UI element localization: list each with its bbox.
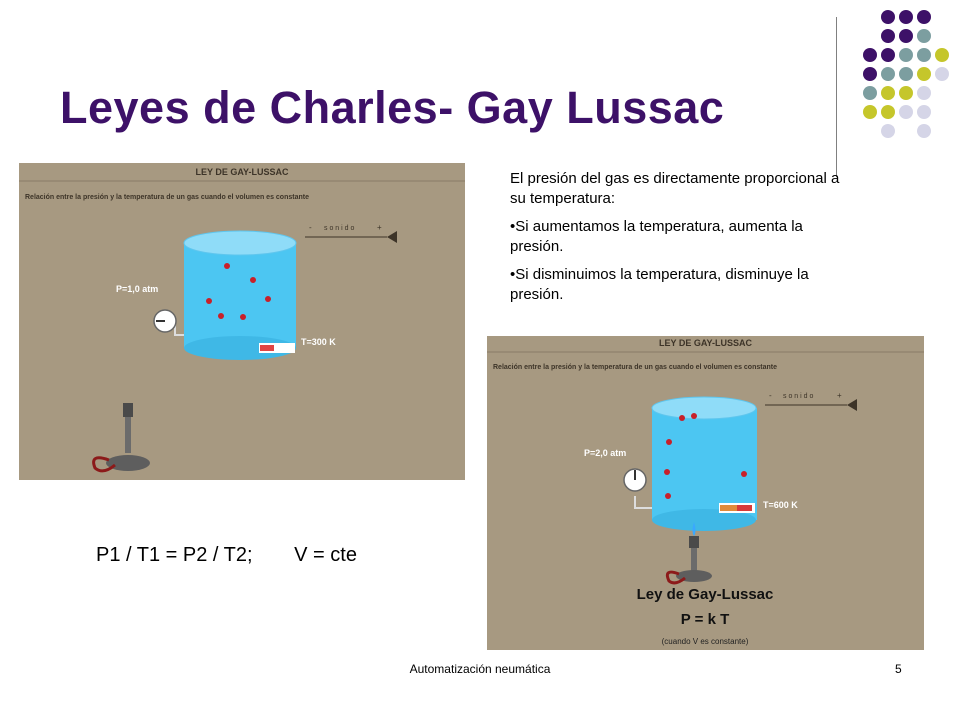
decorative-divider <box>836 17 837 177</box>
figure-subtitle: Relación entre la presión y la temperatura de un gas cuando el volumen es constante <box>25 194 309 201</box>
decorative-dot <box>881 67 895 81</box>
description-paragraph: El presión del gas es directamente proporcional a su temperatura: <box>510 170 840 207</box>
decorative-dot <box>917 10 931 24</box>
figure-heading: LEY DE GAY-LUSSAC <box>195 167 289 177</box>
decorative-dot <box>863 67 877 81</box>
gay-lussac-simulation-2 <box>487 336 924 650</box>
temperature-readout: T=300 K <box>301 337 336 347</box>
pressure-readout: P=1,0 atm <box>116 284 159 294</box>
figure-heading: LEY DE GAY-LUSSAC <box>658 338 753 348</box>
decorative-dot <box>863 48 877 62</box>
decorative-dot <box>917 48 931 62</box>
decorative-dot <box>917 29 931 43</box>
decorative-dot <box>917 124 931 138</box>
decorative-dot <box>899 67 913 81</box>
decorative-dot <box>917 86 931 100</box>
law-formula: P = k T <box>680 611 730 628</box>
decorative-dot <box>881 48 895 62</box>
sound-minus-label: - <box>309 223 312 232</box>
decorative-dot <box>863 86 877 100</box>
temperature-readout: T=600 K <box>763 500 798 510</box>
footer-text: Automatización neumática <box>409 662 551 676</box>
decorative-dot <box>881 124 895 138</box>
decorative-dot <box>899 29 913 43</box>
decorative-dot <box>917 67 931 81</box>
sound-plus-label: + <box>377 223 382 232</box>
decorative-dot <box>881 86 895 100</box>
formula-ratio: P1 / T1 = P2 / T2; <box>96 544 253 566</box>
decorative-dot <box>935 67 949 81</box>
decorative-dot <box>935 48 949 62</box>
decorative-dot <box>881 29 895 43</box>
speaker-icon <box>387 231 397 243</box>
simulation-drawing <box>487 336 924 650</box>
decorative-dot <box>881 105 895 119</box>
pressure-readout: P=2,0 atm <box>584 448 627 458</box>
decorative-dot <box>881 10 895 24</box>
sound-label: s o n i d o <box>324 225 355 232</box>
law-title: Ley de Gay-Lussac <box>636 586 774 603</box>
law-note: (cuando V es constante) <box>661 637 749 646</box>
figure-subtitle: Relación entre la presión y la temperatura de un gas cuando el volumen es constante <box>493 364 777 371</box>
simulation-drawing <box>19 163 465 480</box>
bullet-decrease: •Si disminuimos la temperatura, disminuye la presión. <box>510 266 809 303</box>
decorative-dot <box>899 48 913 62</box>
decorative-dot <box>899 105 913 119</box>
decorative-dot <box>863 105 877 119</box>
decorative-dot-grid <box>845 10 955 160</box>
decorative-dot <box>899 86 913 100</box>
sound-label: s o n i d o <box>783 393 814 400</box>
gay-lussac-equation <box>96 544 357 567</box>
decorative-dot <box>899 10 913 24</box>
speaker-icon <box>847 399 857 411</box>
page-number: 5 <box>895 662 902 676</box>
gay-lussac-simulation-1 <box>19 163 465 480</box>
sound-plus-label: + <box>837 391 842 400</box>
formula-constant-volume: V = cte <box>294 544 357 566</box>
slide-title: Leyes de Charles- Gay Lussac <box>60 82 725 133</box>
explanation-text <box>510 169 850 313</box>
bullet-increase: •Si aumentamos la temperatura, aumenta la presión. <box>510 218 803 255</box>
decorative-dot <box>917 105 931 119</box>
sound-minus-label: - <box>769 391 772 400</box>
